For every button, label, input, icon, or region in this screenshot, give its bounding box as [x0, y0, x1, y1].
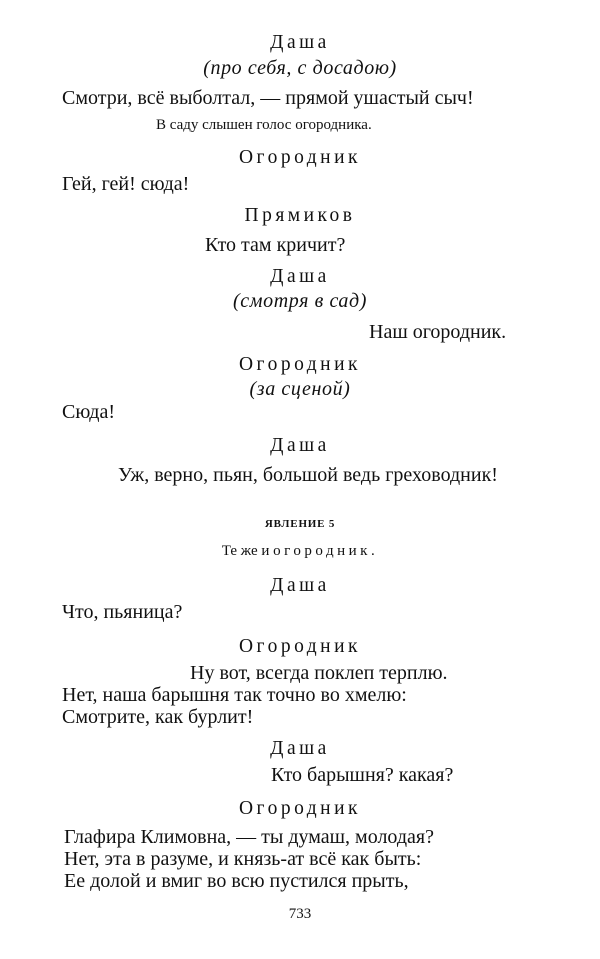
verse-line: Смотрите, как бурлит!: [62, 706, 254, 728]
verse-line: Глафира Климовна, — ты думаш, молодая?: [64, 826, 434, 848]
speaker-pryamikov: Прямиков: [244, 205, 356, 226]
verse-line: Гей, гей! сюда!: [62, 173, 190, 195]
stage-direction: (про себя, с досадою): [203, 57, 397, 79]
stage-direction: (смотря в сад): [233, 290, 367, 312]
speaker-dasha: Даша: [270, 32, 330, 53]
stage-remark: В саду слышен голос огородника.: [156, 117, 372, 133]
verse-line: Смотри, всё выболтал, — прямой ушастый сыч!: [62, 87, 474, 109]
verse-line: Сюда!: [62, 401, 115, 423]
verse-line: Уж, верно, пьян, большой ведь греховодник!: [118, 464, 498, 486]
page-number: 733: [288, 906, 312, 922]
speaker-dasha: Даша: [270, 738, 330, 759]
verse-line: Кто там кричит?: [205, 234, 346, 256]
speaker-ogorodnik: Огородник: [238, 636, 362, 657]
speaker-dasha: Даша: [270, 575, 330, 596]
stage-direction: (за сценой): [249, 378, 351, 400]
verse-line: Нет, наша барышня так точно во хмелю:: [62, 684, 407, 706]
speaker-ogorodnik: Огородник: [238, 354, 362, 375]
verse-line: Нет, эта в разуме, и князь-ат всё как быть:: [64, 848, 422, 870]
cast-text: Те же и: [221, 543, 270, 559]
verse-line: Ее долой и вмиг во всю пустился прыть,: [64, 870, 409, 892]
verse-line: Что, пьяница?: [62, 601, 183, 623]
speaker-ogorodnik: Огородник: [238, 798, 362, 819]
verse-line: Кто барышня? какая?: [271, 764, 454, 786]
scene-cast: [0, 542, 600, 560]
cast-name: огородник.: [273, 543, 379, 559]
speaker-dasha: Даша: [270, 266, 330, 287]
verse-line: Ну вот, всегда поклеп терплю.: [190, 662, 448, 684]
verse-line: Наш огородник.: [369, 321, 507, 343]
speaker-ogorodnik: Огородник: [238, 147, 362, 168]
scene-heading: ЯВЛЕНИЕ 5: [264, 518, 336, 530]
speaker-dasha: Даша: [270, 435, 330, 456]
